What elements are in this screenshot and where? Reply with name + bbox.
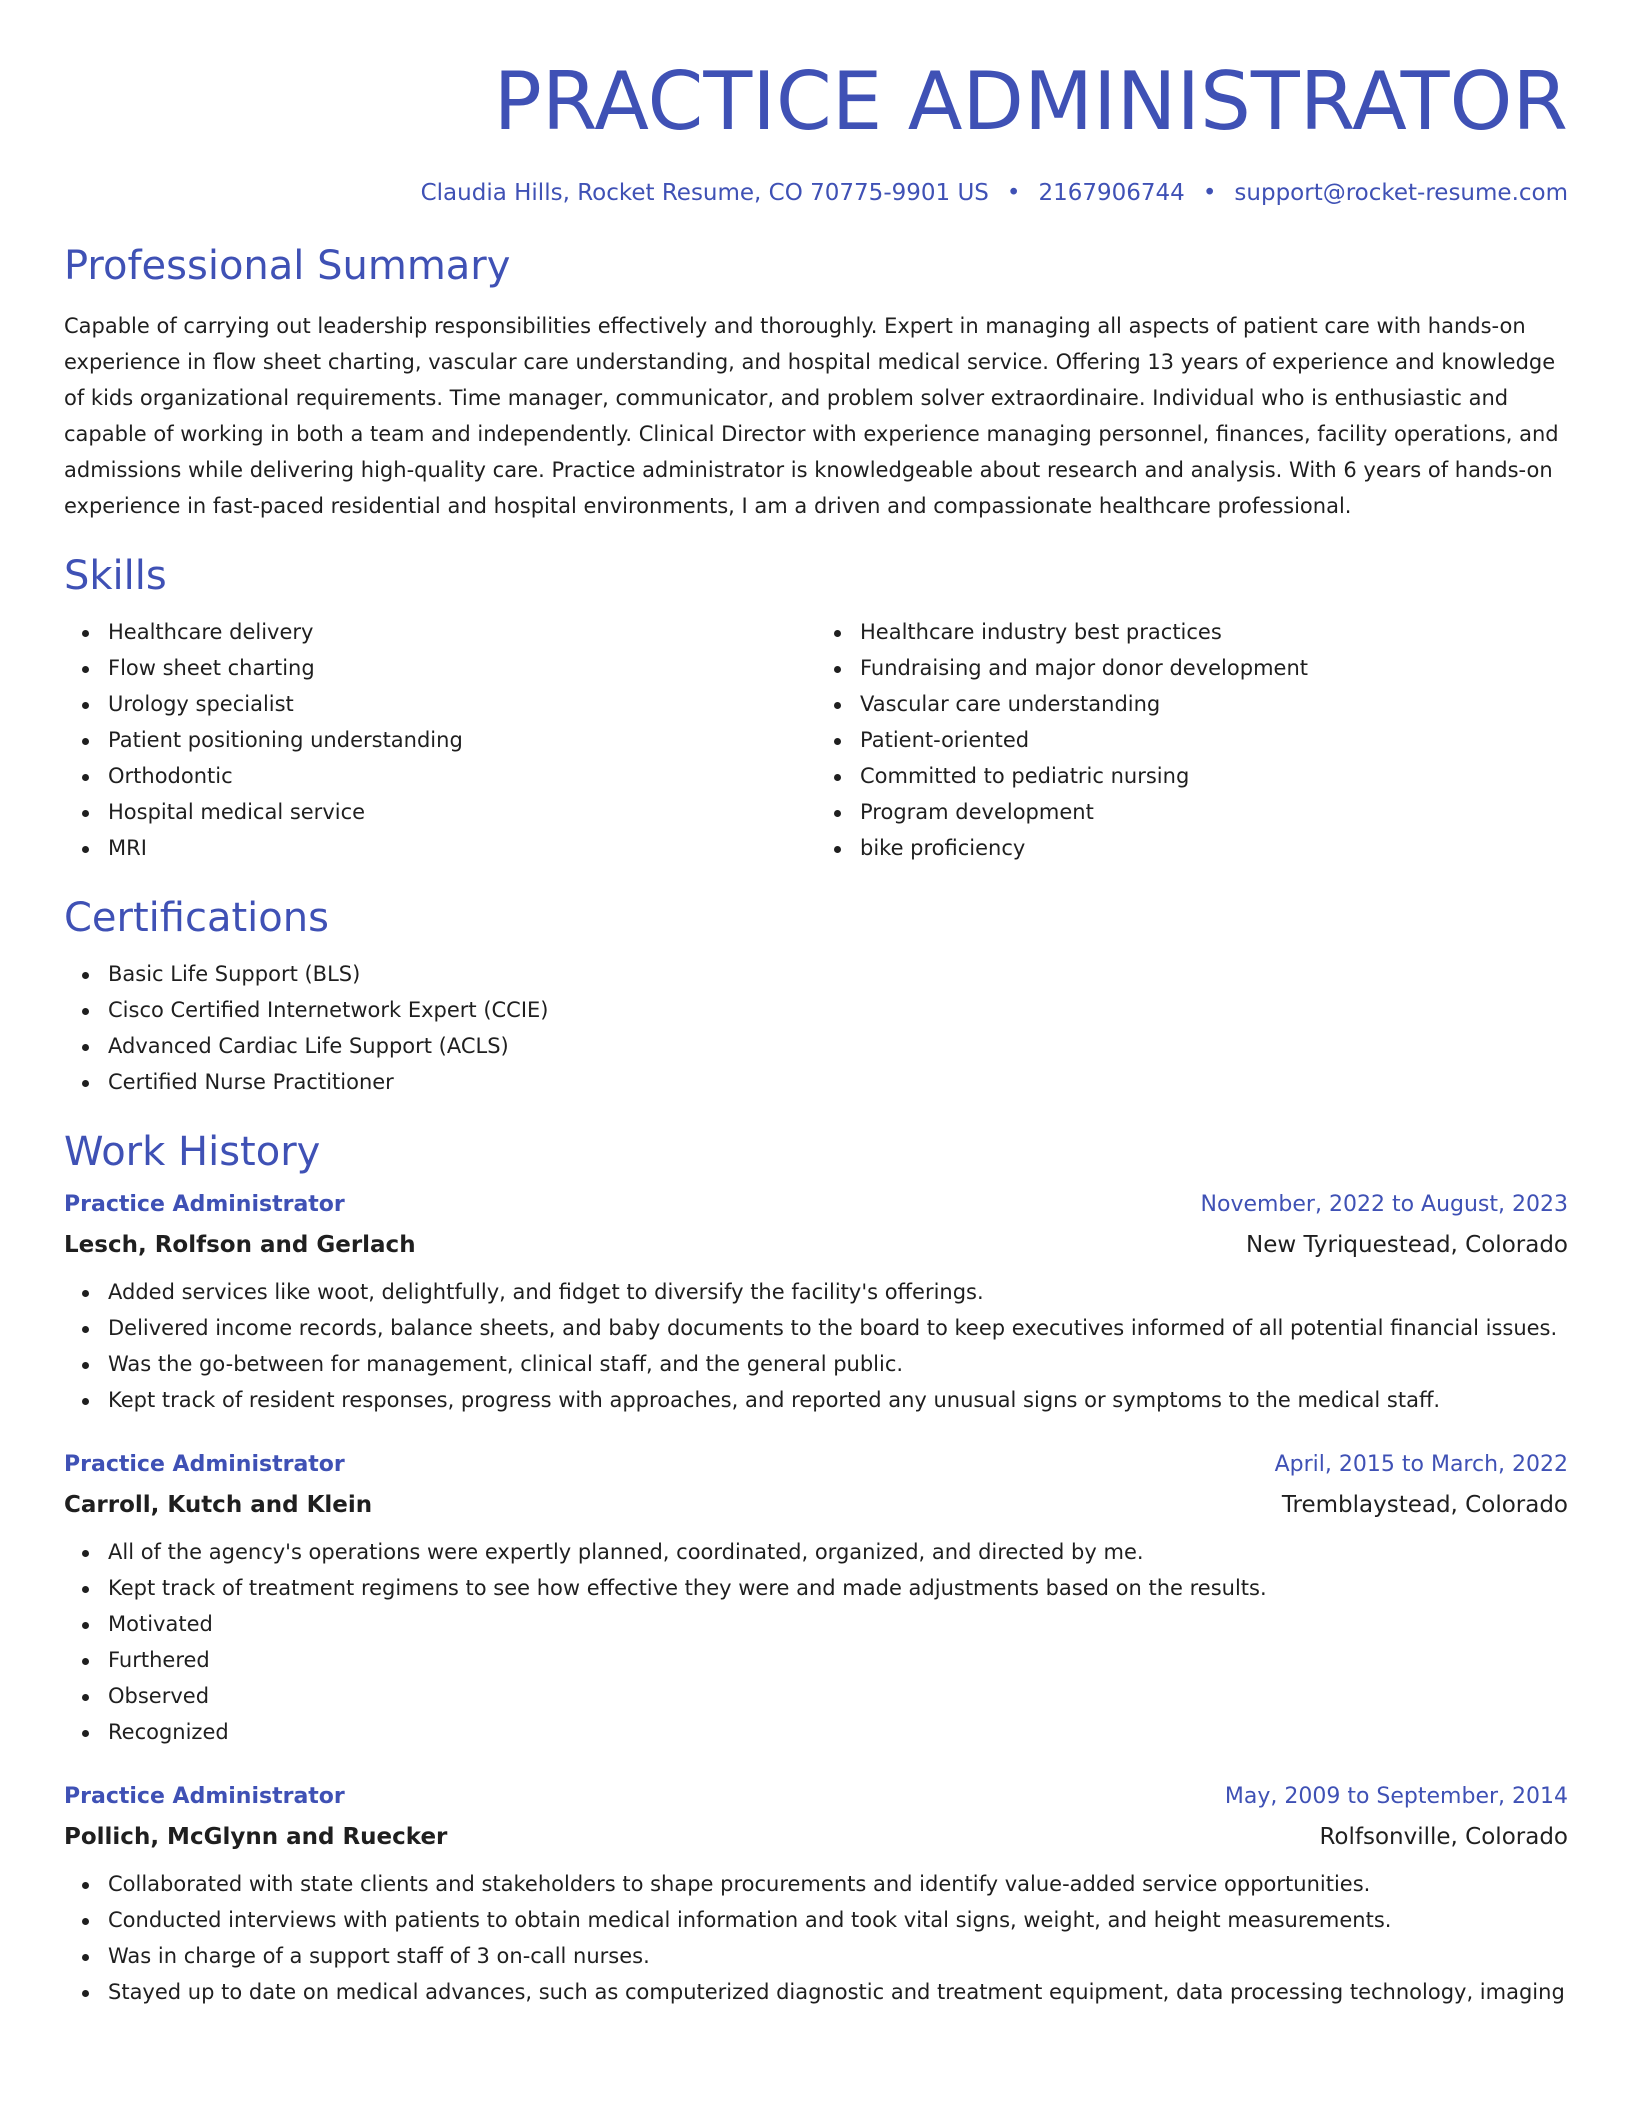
job-bullet: Added services like woot, delightfully, and fidget to diversify the facility's offerings.: [108, 1274, 1568, 1310]
certification-item: Advanced Cardiac Life Support (ACLS): [108, 1028, 1568, 1064]
job-entry: [64, 1190, 1568, 1418]
job-bullet: Stayed up to date on medical advances, such as computerized diagnostic and treatment equipment, data processing technology, imaging: [108, 1974, 1568, 2010]
job-location: Tremblaystead, Colorado: [1281, 1492, 1568, 1518]
skill-item: Hospital medical service: [108, 794, 816, 830]
skill-item: Healthcare industry best practices: [860, 614, 1568, 650]
certification-item: Certified Nurse Practitioner: [108, 1064, 1568, 1100]
job-title: Practice Administrator: [64, 1192, 345, 1217]
skill-item: Flow sheet charting: [108, 650, 816, 686]
job-dates: November, 2022 to August, 2023: [1200, 1192, 1568, 1217]
job-bullet: Motivated: [108, 1606, 1568, 1642]
job-dates: April, 2015 to March, 2022: [1274, 1452, 1568, 1477]
skill-item: Fundraising and major donor development: [860, 650, 1568, 686]
certifications-list: [64, 956, 1568, 1100]
job-bullets: [64, 1866, 1568, 2010]
job-bullet: Furthered: [108, 1642, 1568, 1678]
job-bullet: Collaborated with state clients and stakeholders to shape procurements and identify value-added service opportunities.: [108, 1866, 1568, 1902]
job-bullet: Kept track of treatment regimens to see how effective they were and made adjustments based on the results.: [108, 1570, 1568, 1606]
resume-title: PRACTICE ADMINISTRATOR: [493, 55, 1568, 148]
skill-item: bike proficiency: [860, 830, 1568, 866]
skills-left-column: [64, 614, 816, 866]
job-dates: May, 2009 to September, 2014: [1224, 1784, 1568, 1809]
work-history-heading: Work History: [64, 1129, 321, 1175]
skill-item: Urology specialist: [108, 686, 816, 722]
skills-grid: [64, 614, 1568, 866]
skill-item: Program development: [860, 794, 1568, 830]
skill-item: Orthodontic: [108, 758, 816, 794]
skill-item: MRI: [108, 830, 816, 866]
contact-separator: •: [1202, 180, 1217, 206]
job-company: Lesch, Rolfson and Gerlach: [64, 1232, 416, 1258]
skills-right-column: [816, 614, 1568, 866]
certification-item: Cisco Certified Internetwork Expert (CCIE): [108, 992, 1568, 1028]
job-bullet: Delivered income records, balance sheets, and baby documents to the board to keep executives informed of all potential financial issues.: [108, 1310, 1568, 1346]
job-title: Practice Administrator: [64, 1452, 345, 1477]
resume-page: [64, 0, 1568, 2010]
job-bullets: [64, 1534, 1568, 1750]
job-company: Carroll, Kutch and Klein: [64, 1492, 373, 1518]
job-company: Pollich, McGlynn and Ruecker: [64, 1824, 448, 1850]
contact-email: support@rocket-resume.com: [1234, 180, 1568, 206]
summary-heading: Professional Summary: [64, 243, 511, 289]
summary-text: Capable of carrying out leadership responsibilities effectively and thoroughly. Expert in managing all aspects of patient care with hands-on experience in flow sheet charting, vascular care understanding, and hospital medical service. Offering 13 years of experience and knowledge of kids organizational requirements. Time manager, communicator, and problem solver extraordinaire. Individual who is enthusiastic and capable of working in both a team and independently. Clinical Director with experience managing personnel, finances, facility operations, and admissions while delivering high-quality care. Practice administrator is knowledgeable about research and analysis. With 6 years of hands-on experience in fast-paced residential and hospital environments, I am a driven and compassionate healthcare professional.: [64, 314, 1559, 518]
contact-address: Claudia Hills, Rocket Resume, CO 70775-9901 US: [420, 180, 989, 206]
contact-separator: •: [1006, 180, 1021, 206]
job-title: Practice Administrator: [64, 1784, 345, 1809]
job-entry: [64, 1782, 1568, 2010]
job-bullet: All of the agency's operations were expertly planned, coordinated, organized, and directed by me.: [108, 1534, 1568, 1570]
contact-line: [64, 178, 1568, 208]
skill-item: Patient positioning understanding: [108, 722, 816, 758]
skill-item: Patient-oriented: [860, 722, 1568, 758]
certification-item: Basic Life Support (BLS): [108, 956, 1568, 992]
skill-item: Vascular care understanding: [860, 686, 1568, 722]
job-location: Rolfsonville, Colorado: [1319, 1824, 1568, 1850]
certifications-heading: Certifications: [64, 895, 329, 941]
job-entry: [64, 1450, 1568, 1750]
contact-phone: 2167906744: [1038, 180, 1185, 206]
job-bullet: Conducted interviews with patients to obtain medical information and took vital signs, weight, and height measurements.: [108, 1902, 1568, 1938]
job-location: New Tyriquestead, Colorado: [1245, 1232, 1568, 1258]
job-bullet: Was in charge of a support staff of 3 on-call nurses.: [108, 1938, 1568, 1974]
job-bullet: Observed: [108, 1678, 1568, 1714]
skills-heading: Skills: [64, 553, 167, 599]
job-bullet: Recognized: [108, 1714, 1568, 1750]
job-bullet: Was the go-between for management, clinical staff, and the general public.: [108, 1346, 1568, 1382]
skill-item: Healthcare delivery: [108, 614, 816, 650]
job-bullets: [64, 1274, 1568, 1418]
skill-item: Committed to pediatric nursing: [860, 758, 1568, 794]
job-bullet: Kept track of resident responses, progress with approaches, and reported any unusual signs or symptoms to the medical staff.: [108, 1382, 1568, 1418]
